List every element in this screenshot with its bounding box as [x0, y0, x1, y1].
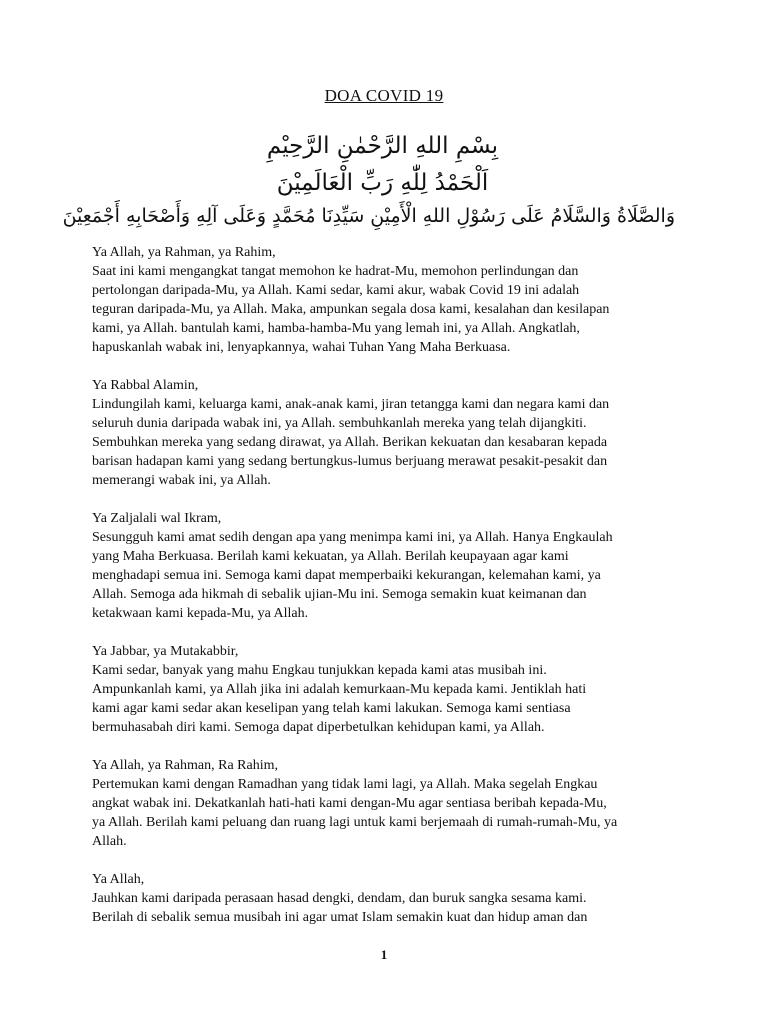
paragraph-line: Allah. Semoga ada hikmah di sebalik ujian-Mu ini. Semoga semakin kuat keimanan dan — [92, 587, 587, 602]
paragraph-line: Pertemukan kami dengan Ramadhan yang tidak lami lagi, ya Allah. Maka segelah Engkau — [92, 777, 598, 792]
paragraph-line: bermuhasabah diri kami. Semoga dapat diperbetulkan kehidupan kami, ya Allah. — [92, 720, 545, 735]
paragraph-line: Allah. — [92, 834, 127, 849]
paragraph-ya-allah-ya-rahman — [92, 243, 684, 357]
paragraph-ya-zaljalali — [92, 509, 684, 623]
paragraph-ya-allah-ramadhan — [92, 756, 684, 851]
paragraph-line: seluruh dunia daripada wabak ini, ya Allah. sembuhkanlah mereka yang telah dijangkiti. — [92, 416, 587, 431]
paragraph-line: Ya Rabbal Alamin, — [92, 378, 199, 393]
paragraph-line: yang Maha Berkuasa. Berilah kami kekuatan, ya Allah. Berilah keupayaan agar kami — [92, 549, 569, 564]
paragraph-line: Jauhkan kami daripada perasaan hasad dengki, dendam, dan buruk sangka sesama kami. — [92, 891, 587, 906]
paragraph-line: teguran daripada-Mu, ya Allah. Maka, ampunkan segala dosa kami, kesalahan dan kesilapan — [92, 302, 610, 317]
paragraph-line: Ya Allah, ya Rahman, ya Rahim, — [92, 245, 276, 260]
page-number: 1 — [380, 947, 388, 962]
paragraph-line: Ya Allah, — [92, 872, 145, 887]
paragraph-line: Ya Allah, ya Rahman, Ra Rahim, — [92, 758, 279, 773]
paragraph-ya-jabbar — [92, 642, 684, 737]
paragraph-line: kami, ya Allah. bantulah kami, hamba-hamba-Mu yang lemah ini, ya Allah. Angkatlah, — [92, 321, 580, 336]
paragraph-line: Lindungilah kami, keluarga kami, anak-anak kami, jiran tetangga kami dan negara kami dan — [92, 397, 610, 412]
paragraph-line: hapuskanlah wabak ini, lenyapkannya, wahai Tuhan Yang Maha Berkuasa. — [92, 340, 511, 355]
paragraph-line: Ya Jabbar, ya Mutakabbir, — [92, 644, 239, 659]
paragraph-line: barisan hadapan kami yang sedang bertungkus-lumus berjuang merawat pesakit-pesakit dan — [92, 454, 608, 469]
paragraph-line: memerangi wabak ini, ya Allah. — [92, 473, 271, 488]
paragraph-line: menghadapi semua ini. Semoga kami dapat memperbaiki kekurangan, kelemahan kami, ya — [92, 568, 601, 583]
paragraph-line: ya Allah. Berilah kami peluang dan ruang lagi untuk kami berjemaah di rumah-rumah-Mu, ya — [92, 815, 618, 830]
arabic-salawat: وَالصَّلَاةُ وَالسَّلَامُ عَلَى رَسُوْلِ اللهِ الْأَمِيْنِ سَيِّدِنَا مُحَمَّدٍ وَعَلَى آلِهِ وَأَصْحَابِهِ أَجْمَعِيْنَ — [62, 205, 675, 227]
document-body — [92, 243, 684, 946]
paragraph-line: Saat ini kami mengangkat tangat memohon ke hadrat-Mu, memohon perlindungan dan — [92, 264, 579, 279]
paragraph-line: ketakwaan kami kepada-Mu, ya Allah. — [92, 606, 309, 621]
paragraph-ya-allah-hasad — [92, 870, 684, 927]
arabic-hamdalah: اَلْحَمْدُ لِلّٰهِ رَبِّ الْعَالَمِيْنَ — [276, 170, 489, 196]
paragraph-line: Sesungguh kami amat sedih dengan apa yang menimpa kami ini, ya Allah. Hanya Engkaulah — [92, 530, 613, 545]
document-title: DOA COVID 19 — [324, 86, 444, 105]
paragraph-line: kami agar kami sedar akan keselipan yang telah kami lakukan. Semoga kami sentiasa — [92, 701, 571, 716]
paragraph-line: Ya Zaljalali wal Ikram, — [92, 511, 222, 526]
paragraph-line: pertolongan daripada-Mu, ya Allah. Kami sedar, kami akur, wabak Covid 19 ini adalah — [92, 283, 580, 298]
arabic-basmalah: بِسْمِ اللهِ الرَّحْمٰنِ الرَّحِيْمِ — [266, 133, 499, 159]
paragraph-ya-rabbal-alamin — [92, 376, 684, 490]
paragraph-line: Ampunkanlah kami, ya Allah jika ini adalah kemurkaan-Mu kepada kami. Jentiklah hati — [92, 682, 587, 697]
paragraph-line: Sembuhkan mereka yang sedang dirawat, ya Allah. Berikan kekuatan dan kesabaran kepada — [92, 435, 608, 450]
paragraph-line: Kami sedar, banyak yang mahu Engkau tunjukkan kepada kami atas musibah ini. — [92, 663, 547, 678]
paragraph-line: Berilah di sebalik semua musibah ini agar umat Islam semakin kuat dan hidup aman dan — [92, 910, 588, 925]
paragraph-line: angkat wabak ini. Dekatkanlah hati-hati kami dengan-Mu agar sentiasa beribah kepada-Mu, — [92, 796, 607, 811]
